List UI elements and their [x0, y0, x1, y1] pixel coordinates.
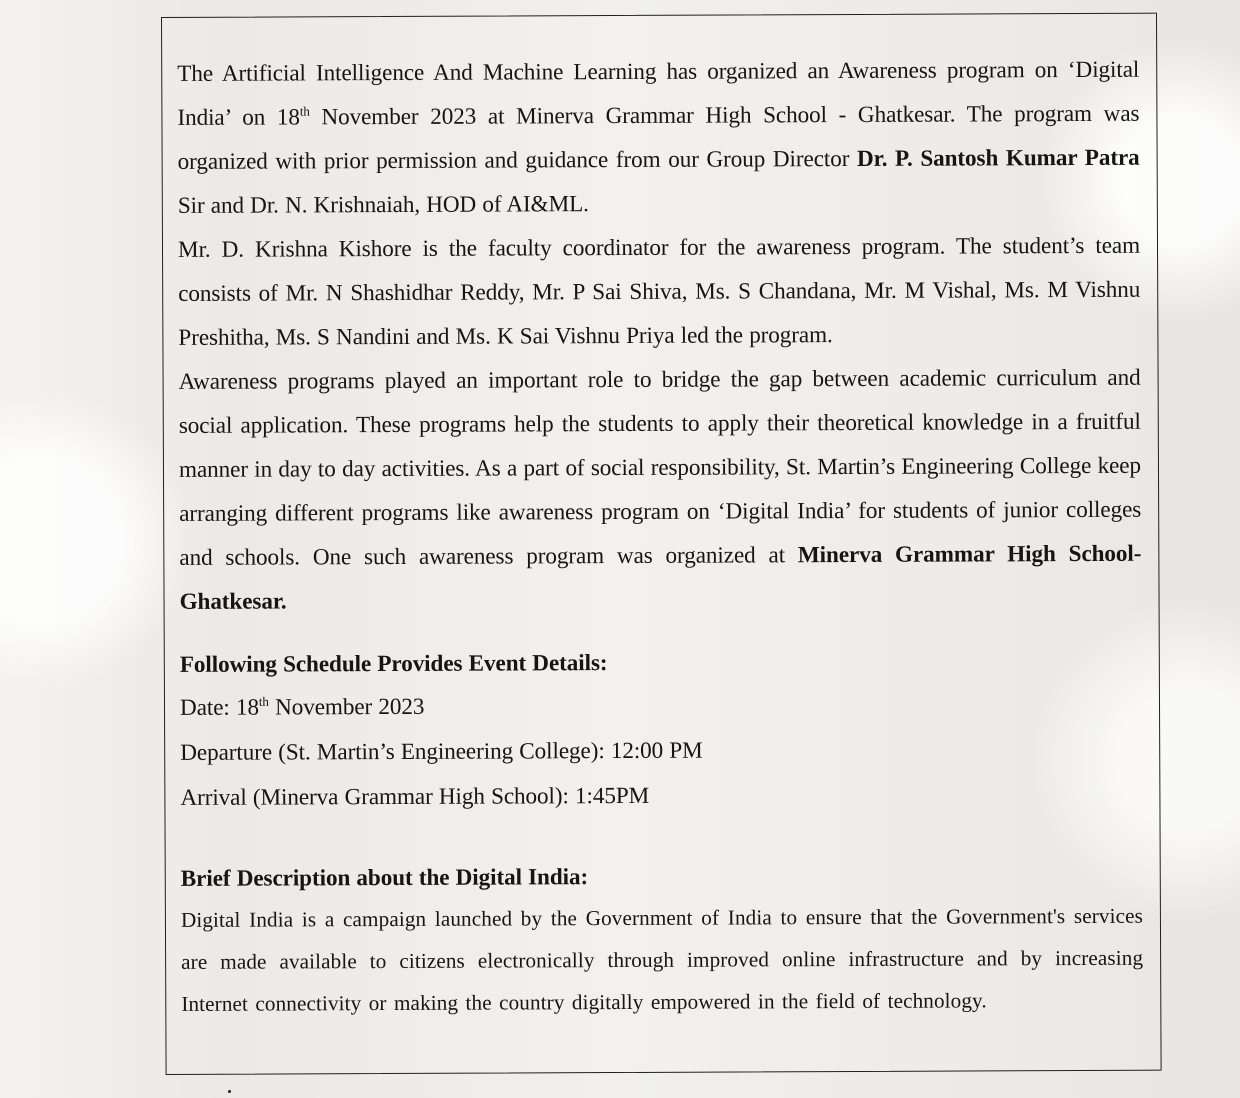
event-date-superscript: th — [258, 693, 269, 709]
team-paragraph: Mr. D. Krishna Kishore is the faculty coordinator for the awareness program. The student’s team consists of Mr. N Shashidhar Reddy, Mr. P Sai Shiva, Ms. S Chandana, Mr. M Vishal, Ms. M Vishnu Preshitha, Ms. S Nandini and Ms. K Sai Vishnu Priya led the program. — [177, 232, 1141, 351]
group-director-name: Dr. P. Santosh Kumar Patra — [856, 144, 1140, 172]
departure-time: Departure (St. Martin’s Engineering College): 12:00 PM — [180, 737, 703, 766]
intro-date-superscript: th — [299, 103, 310, 119]
document-content-frame — [161, 13, 1162, 1075]
arrival-time: Arrival (Minerva Grammar High School): 1:45PM — [180, 782, 650, 811]
venue-name-bold: Minerva Grammar High School-Ghatkesar. — [179, 540, 1142, 615]
section-spacer — [181, 817, 1143, 859]
intro-text-part-1: The Artificial Intelligence And Machine Learning has organized an Awareness program on ‘Digital India’ on 18 — [177, 56, 1140, 131]
awareness-paragraph — [178, 356, 1141, 624]
intro-text-part-2: November 2023 at Minerva Grammar High School - Ghatkesar. The program was organized with prior permission and guidance from our Group Director — [177, 100, 1140, 175]
brief-description-paragraph: Digital India is a campaign launched by the Government of India to ensure that the Government's services are made available to citizens electronically through improved online infrastructure and by increasing Internet connectivity or making the country digitally empowered in the field of technology. — [180, 903, 1144, 1016]
scan-speck — [228, 1090, 231, 1093]
intro-text-part-3: Sir and Dr. N. Krishnaiah, HOD of AI&ML. — [177, 191, 589, 219]
schedule-heading: Following Schedule Provides Event Details: — [179, 650, 608, 678]
event-date-suffix: November 2023 — [268, 693, 425, 721]
awareness-text: Awareness programs played an important role to bridge the gap between academic curriculum and social application. These programs help the students to apply their theoretical knowledge in a fruitful manner in day to day activities. As a part of social responsibility, St. Martin’s Engineering College keep arranging different programs like awareness program on ‘Digital India’ for students of junior colleges and schools. One such awareness program was organized at — [178, 364, 1142, 571]
intro-paragraph — [177, 48, 1140, 228]
document-text-area — [177, 48, 1143, 1025]
brief-description-heading: Brief Description about the Digital India: — [180, 864, 589, 892]
event-date-prefix: Date: 18 — [179, 694, 259, 721]
event-date — [180, 682, 1142, 731]
